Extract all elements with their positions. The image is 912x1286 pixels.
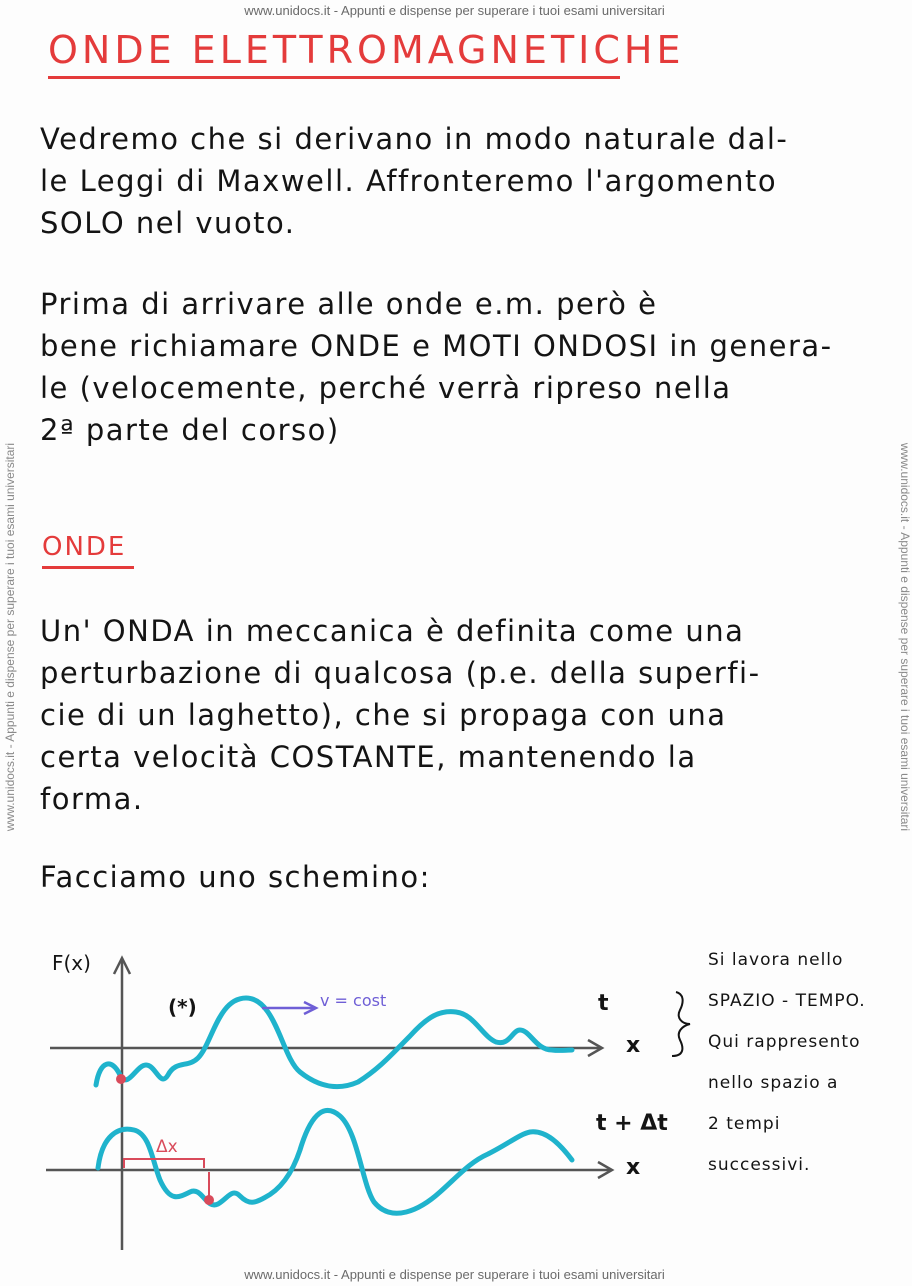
page-title: ONDE ELETTROMAGNETICHE xyxy=(48,28,685,72)
definition-line: forma. xyxy=(40,782,144,816)
wave-diagram xyxy=(0,940,700,1270)
watermark-right: www.unidocs.it - Appunti e dispense per superare i tuoi esami universitari xyxy=(898,442,912,832)
intro-line: SOLO nel vuoto. xyxy=(40,206,296,240)
recall-line: 2ª parte del corso) xyxy=(40,413,340,447)
marker-lower xyxy=(204,1195,214,1205)
definition-line: certa velocità COSTANTE, mantenendo la xyxy=(40,740,697,774)
x-axis-label-upper: x xyxy=(626,1033,641,1058)
watermark-bottom: www.unidocs.it - Appunti e dispense per superare i tuoi esami universitari xyxy=(244,1267,665,1282)
curly-brace xyxy=(672,992,690,1056)
intro-paragraph xyxy=(40,118,788,244)
schema-intro: Facciamo uno schemino: xyxy=(40,860,431,894)
side-note-line: 2 tempi xyxy=(708,1114,781,1134)
definition-line: Un' ONDA in meccanica è definita come una xyxy=(40,614,745,648)
wave-lower xyxy=(98,1110,572,1213)
side-note-line: nello spazio a xyxy=(708,1073,839,1093)
definition-paragraph xyxy=(40,610,761,820)
side-note-line: Qui rappresento xyxy=(708,1032,861,1052)
side-note-line: Si lavora nello xyxy=(708,950,844,970)
side-note-line: SPAZIO - TEMPO. xyxy=(708,991,866,1011)
recall-line: bene richiamare ONDE e MOTI ONDOSI in genera- xyxy=(40,329,833,363)
section-heading: ONDE xyxy=(42,532,127,562)
recall-paragraph xyxy=(40,283,833,451)
definition-line: cie di un laghetto), che si propaga con una xyxy=(40,698,727,732)
y-axis-label: F(x) xyxy=(52,951,91,975)
star-label: (*) xyxy=(168,995,197,1019)
side-note xyxy=(708,940,866,1186)
watermark-left: www.unidocs.it - Appunti e dispense per superare i tuoi esami universitari xyxy=(3,442,17,832)
time-label-t: t xyxy=(598,991,609,1016)
delta-x-bracket xyxy=(124,1159,204,1168)
x-axis-label-lower: x xyxy=(626,1155,641,1180)
time-label-t-dt: t + Δt xyxy=(596,1111,668,1136)
section-underline xyxy=(42,566,134,569)
title-underline xyxy=(48,76,620,79)
watermark-top: www.unidocs.it - Appunti e dispense per superare i tuoi esami universitari xyxy=(244,3,665,18)
marker-upper xyxy=(116,1074,126,1084)
intro-line: le Leggi di Maxwell. Affronteremo l'argomento xyxy=(40,164,778,198)
intro-line: Vedremo che si derivano in modo naturale dal- xyxy=(40,122,789,156)
recall-line: le (velocemente, perché verrà ripreso nella xyxy=(40,371,732,405)
velocity-label: v = cost xyxy=(320,991,387,1010)
side-note-line: successivi. xyxy=(708,1155,811,1175)
delta-x-label: Δx xyxy=(156,1137,178,1157)
recall-line: Prima di arrivare alle onde e.m. però è xyxy=(40,287,658,321)
definition-line: perturbazione di qualcosa (p.e. della superfi- xyxy=(40,656,761,690)
